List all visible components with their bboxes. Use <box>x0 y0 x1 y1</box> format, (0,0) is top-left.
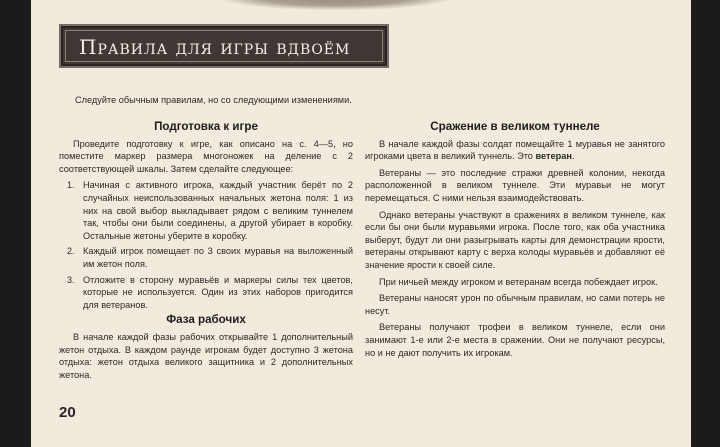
setup-steps <box>59 179 353 311</box>
setup-step: 1. Начиная с активного игрока, каждый участник берёт по 2 случайных неиспользованных начальных жетона поля: 1 из них на свой выбор выкладывает рядом с великим туннелем так, чтобы они были соединены, а другой убирает в коробку. Остальные жетоны уберите в коробку. <box>77 179 353 242</box>
battle-p1-end: . <box>571 151 575 162</box>
rulebook-page <box>31 0 691 447</box>
page-title: Правила для игры вдвоём <box>79 35 351 59</box>
veteran-term: ветеран <box>535 151 572 162</box>
battle-paragraph-4: При ничьей между игроком и ветеранам всегда побеждает игрок. <box>379 276 658 287</box>
setup-heading: Подготовка к игре <box>154 120 258 133</box>
title-banner <box>59 24 389 68</box>
setup-step: 2. Каждый игрок помещает по 3 своих муравья на выложенный им жетон поля. <box>77 245 353 270</box>
intro-text: Следуйте обычным правилам, но со следующими изменениями. <box>75 95 352 105</box>
battle-paragraph-3: Однако ветераны участвуют в сражениях в великом туннеле, как если бы они были муравьями игрока. После того, как оба участника выберут, будут ли они разыгрывать карты для демонстрации ярости, ветераны открывают карту с верха колоды муравьёв и добавляют её значение ярости к своей силе. <box>365 209 665 270</box>
page-number: 20 <box>59 404 76 421</box>
battle-paragraph-5: Ветераны наносят урон по обычным правилам, но сами потерь не несут. <box>365 293 665 316</box>
worker-phase-heading: Фаза рабочих <box>166 313 246 327</box>
battle-paragraph-6: Ветераны получают трофеи в великом туннеле, если они занимают 1-е или 2-е места в сражении. Они не получают ресурсы, но и не дают получить их игрокам. <box>365 322 665 358</box>
battle-paragraph-2: Ветераны — это последние стражи древней колонии, некогда расположенной в великом туннеле. Эти муравьи не могут перемещаться. С ними нельзя взаимодействовать. <box>365 167 665 203</box>
setup-lead: Проведите подготовку к игре, как описано на с. 4—5, но поместите маркер размера многоножек на деление с 2 соответствующей шкалы. Затем сделайте следующее: <box>59 138 353 174</box>
setup-step: 3. Отложите в сторону муравьёв и маркеры силы тех цветов, которые не используется. Один из этих наборов пригодится для ветеранов. <box>77 274 353 312</box>
battle-paragraph-1 <box>365 138 665 163</box>
left-column <box>59 121 353 385</box>
right-column <box>365 121 665 363</box>
battle-p1-text: В начале каждой фазы солдат помещайте 1 муравья не занятого игроками цвета в великий туннель. Это <box>365 138 665 162</box>
worker-phase-text: В начале каждой фазы рабочих открывайте 1 дополнительный жетон отдыха. В каждом раунде игрокам будет доступно 3 жетона отдыха: жетон отдыха великого защитника и 2 дополнительных жетона. <box>59 331 353 380</box>
top-illustration <box>221 0 451 10</box>
battle-heading: Сражение в великом туннеле <box>430 120 600 133</box>
